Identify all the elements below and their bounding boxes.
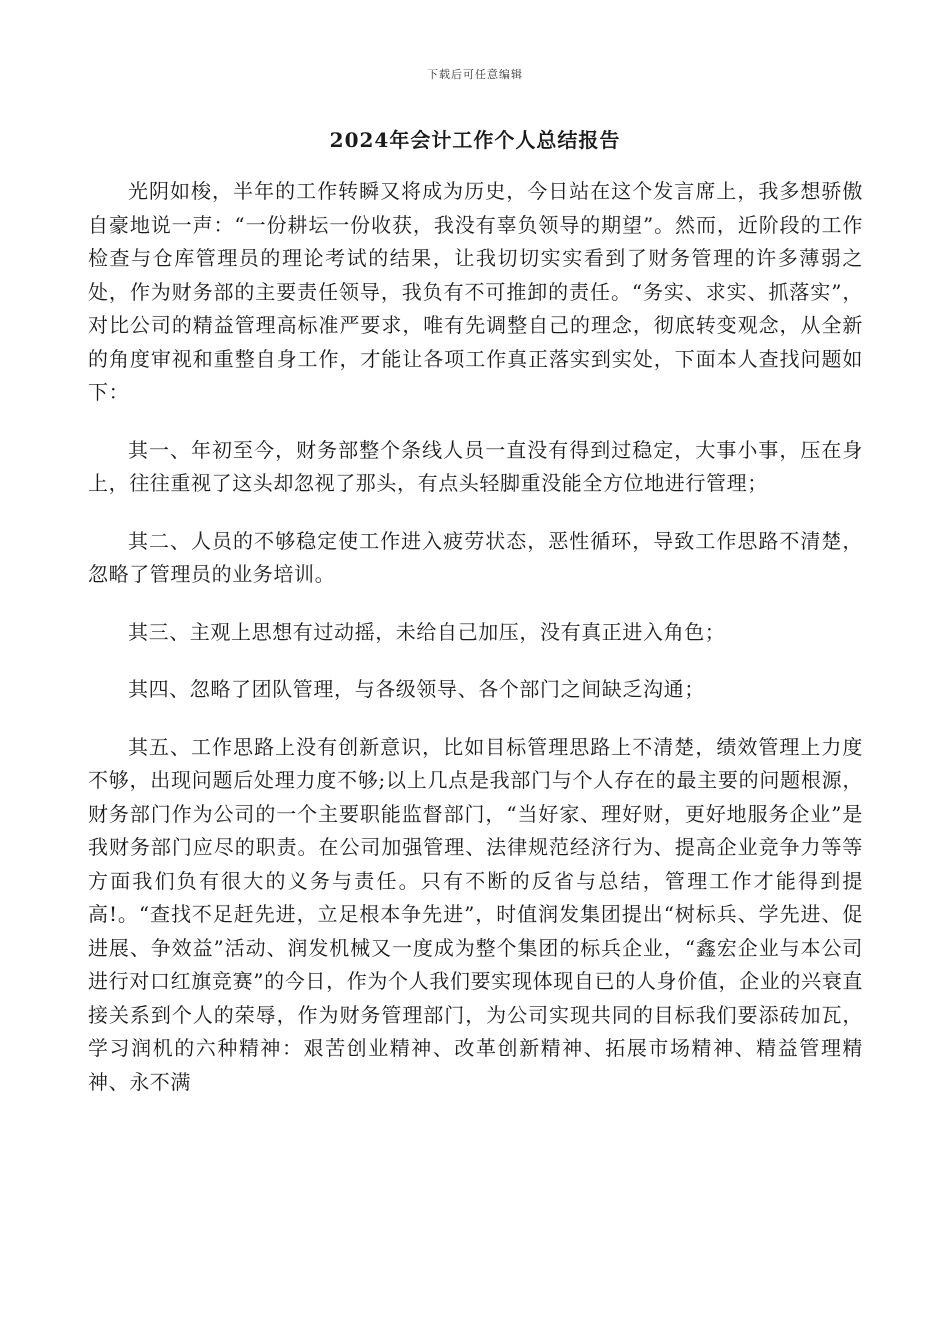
paragraph-issue-3: 其三、主观上思想有过动摇，未给自己加压，没有真正进入角色； [128, 619, 726, 644]
paragraph-issue-4: 其四、忽略了团队管理，与各级领导、各个部门之间缺乏沟通； [128, 677, 705, 701]
document-body [88, 175, 863, 1099]
header-note: 下载后可任意编辑 [427, 68, 523, 81]
paragraph-issue-1: 其一、年初至今，财务部整个条线人员一直没有得到过稳定，大事小事，压在身上，往往重视了这头却忽视了那头，有点头轻脚重没能全方位地进行管理； [88, 437, 863, 495]
paragraph-issue-5: 其五、工作思路上没有创新意识，比如目标管理思路上不清楚，绩效管理上力度不够，出现问题后处理力度不够;以上几点是我部门与个人存在的最主要的问题根源，财务部门作为公司的一个主要职能监督部门，“当好家、理好财，更好地服务企业”是我财务部门应尽的职责。在公司加强管理、法律规范经济行为、提高企业竞争力等等方面我们负有很大的义务与责任。只有不断的反省与总结，管理工作才能得到提高!。“查找不足赶先进，立足根本争先进”，时值润发集团提出“树标兵、学先进、促进展、争效益”活动、润发机械又一度成为整个集团的标兵企业，“鑫宏企业与本公司进行对口红旗竞赛”的今日，作为个人我们要实现体现自已的人身价值，企业的兴衰直接关系到个人的荣辱，作为财务管理部门，为公司实现共同的目标我们要添砖加瓦，学习润机的六种精神：艰苦创业精神、改革创新精神、拓展市场精神、精益管理精神、永不满 [88, 734, 863, 1094]
paragraph-issue-2: 其二、人员的不够稳定使工作进入疲劳状态，恶性循环，导致工作思路不清楚，忽略了管理员的业务培训。 [88, 528, 863, 586]
document-title: 2024年会计工作个人总结报告 [329, 128, 621, 152]
paragraph-intro: 光阴如梭，半年的工作转瞬又将成为历史，今日站在这个发言席上，我多想骄傲自豪地说一声：“一份耕坛一份收获，我没有辜负领导的期望”。然而，近阶段的工作检查与仓库管理员的理论考试的结果，让我切切实实看到了财务管理的许多薄弱之处，作为财务部的主要责任领导，我负有不可推卸的责任。“务实、求实、抓落实”，对比公司的精益管理高标准严要求，唯有先调整自己的理念，彻底转变观念，从全新的角度审视和重整自身工作，才能让各项工作真正落实到实处，下面本人查找问题如下： [88, 179, 863, 404]
